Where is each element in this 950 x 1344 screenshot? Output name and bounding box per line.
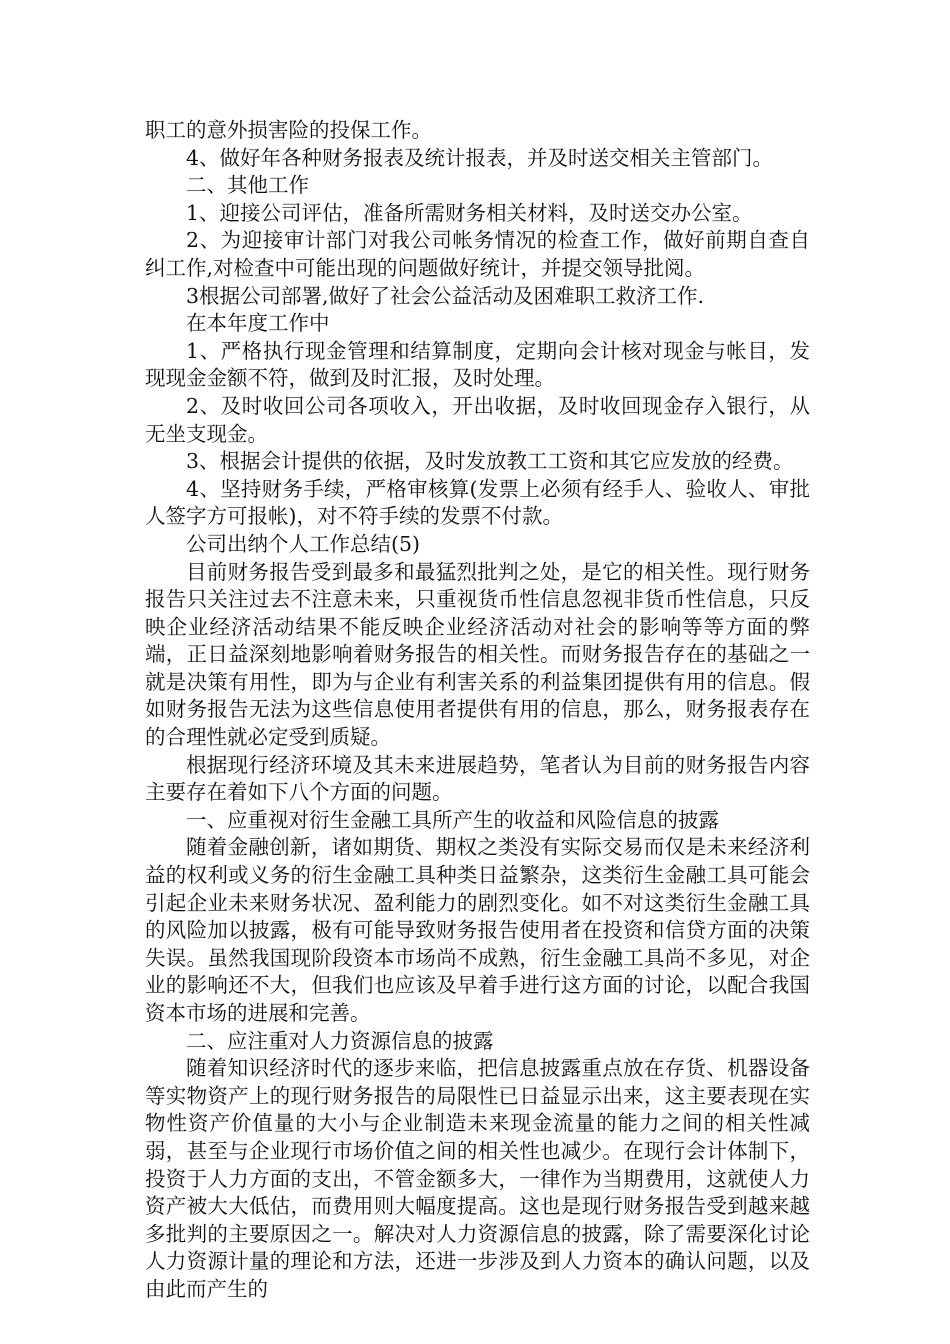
paragraph: 2、为迎接审计部门对我公司帐务情况的检查工作，做好前期自查自纠工作,对检查中可能出现的问题做好统计，并提交领导批阅。 <box>145 228 810 280</box>
paragraph: 根据现行经济环境及其未来进展趋势，笔者认为目前的财务报告内容主要存在着如下八个方面的问题。 <box>145 752 810 805</box>
section-heading: 二、其他工作 <box>186 173 309 198</box>
paragraph: 随着知识经济时代的逐步来临，把信息披露重点放在存货、机器设备等实物资产上的现行财务报告的局限性已日益显示出来，这主要表现在实物性资产价值量的大小与企业制造未来现金流量的能力之间的相关性减弱，甚至与企业现行市场价值之间的相关性也减少。在现行会计体制下，投资于人力方面的支出，不管金额多大，一律作为当期费用，这就使人力资产被大大低估，而费用则大幅度提高。这也是现行财务报告受到越来越多批判的主要原因之一。解决对人力资源信息的披露，除了需要深化讨论人力资源计量的理论和方法，还进一步涉及到人力资本的确认问题，以及由此而产生的 <box>145 1056 810 1301</box>
section-title: 公司出纳个人工作总结(5) <box>186 531 421 556</box>
paragraph: 职工的意外损害险的投保工作。 <box>145 118 432 142</box>
paragraph: 在本年度工作中 <box>186 311 330 336</box>
paragraph: 2、及时收回公司各项收入，开出收据，及时收回现金存入银行，从无坐支现金。 <box>145 393 810 446</box>
paragraph: 随着金融创新，诸如期货、期权之类没有实际交易而仅是未来经济利益的权利或义务的衍生金融工具种类日益繁杂，这类衍生金融工具可能会引起企业未来财务状况、盈利能力的剧烈变化。如不对这类衍生金融工具的风险加以披露，极有可能导致财务报告使用者在投资和信贷方面的决策失误。虽然我国现阶段资本市场尚不成熟，衍生金融工具尚不多见，对企业的影响还不大，但我们也应该及早着手进行这方面的讨论，以配合我国资本市场的进展和完善。 <box>145 835 810 1025</box>
paragraph: 1、迎接公司评估，准备所需财务相关材料，及时送交办公室。 <box>186 200 753 225</box>
paragraph: 4、做好年各种财务报表及统计报表，并及时送交相关主管部门。 <box>186 145 774 170</box>
paragraph: 目前财务报告受到最多和最猛烈批判之处，是它的相关性。现行财务报告只关注过去不注意未来，只重视货币性信息忽视非货币性信息，只反映企业经济活动结果不能反映企业经济活动对社会的影响等等方面的弊端，正日益深刻地影响着财务报告的相关性。而财务报告存在的基础之一就是决策有用性，即为与企业有利害关系的利益集团提供有用的信息。假如财务报告无法为这些信息使用者提供有用的信息，那么，财务报表存在的合理性就必定受到质疑。 <box>145 559 810 750</box>
document-page <box>145 117 810 1304</box>
paragraph: 3、根据会计提供的依据，及时发放教工工资和其它应发放的经费。 <box>186 449 794 474</box>
paragraph: 4、坚持财务手续，严格审核算(发票上必须有经手人、验收人、审批人签字方可报帐)，对不符手续的发票不付款。 <box>145 476 810 529</box>
section-heading: 一、应重视对衍生金融工具所产生的收益和风险信息的披露 <box>186 807 719 832</box>
paragraph: 3根据公司部署,做好了社会公益活动及困难职工救济工作. <box>186 283 705 308</box>
paragraph: 1、严格执行现金管理和结算制度，定期向会计核对现金与帐目，发现现金金额不符，做到及时汇报，及时处理。 <box>145 338 810 391</box>
section-heading: 二、应注重对人力资源信息的披露 <box>186 1028 494 1053</box>
